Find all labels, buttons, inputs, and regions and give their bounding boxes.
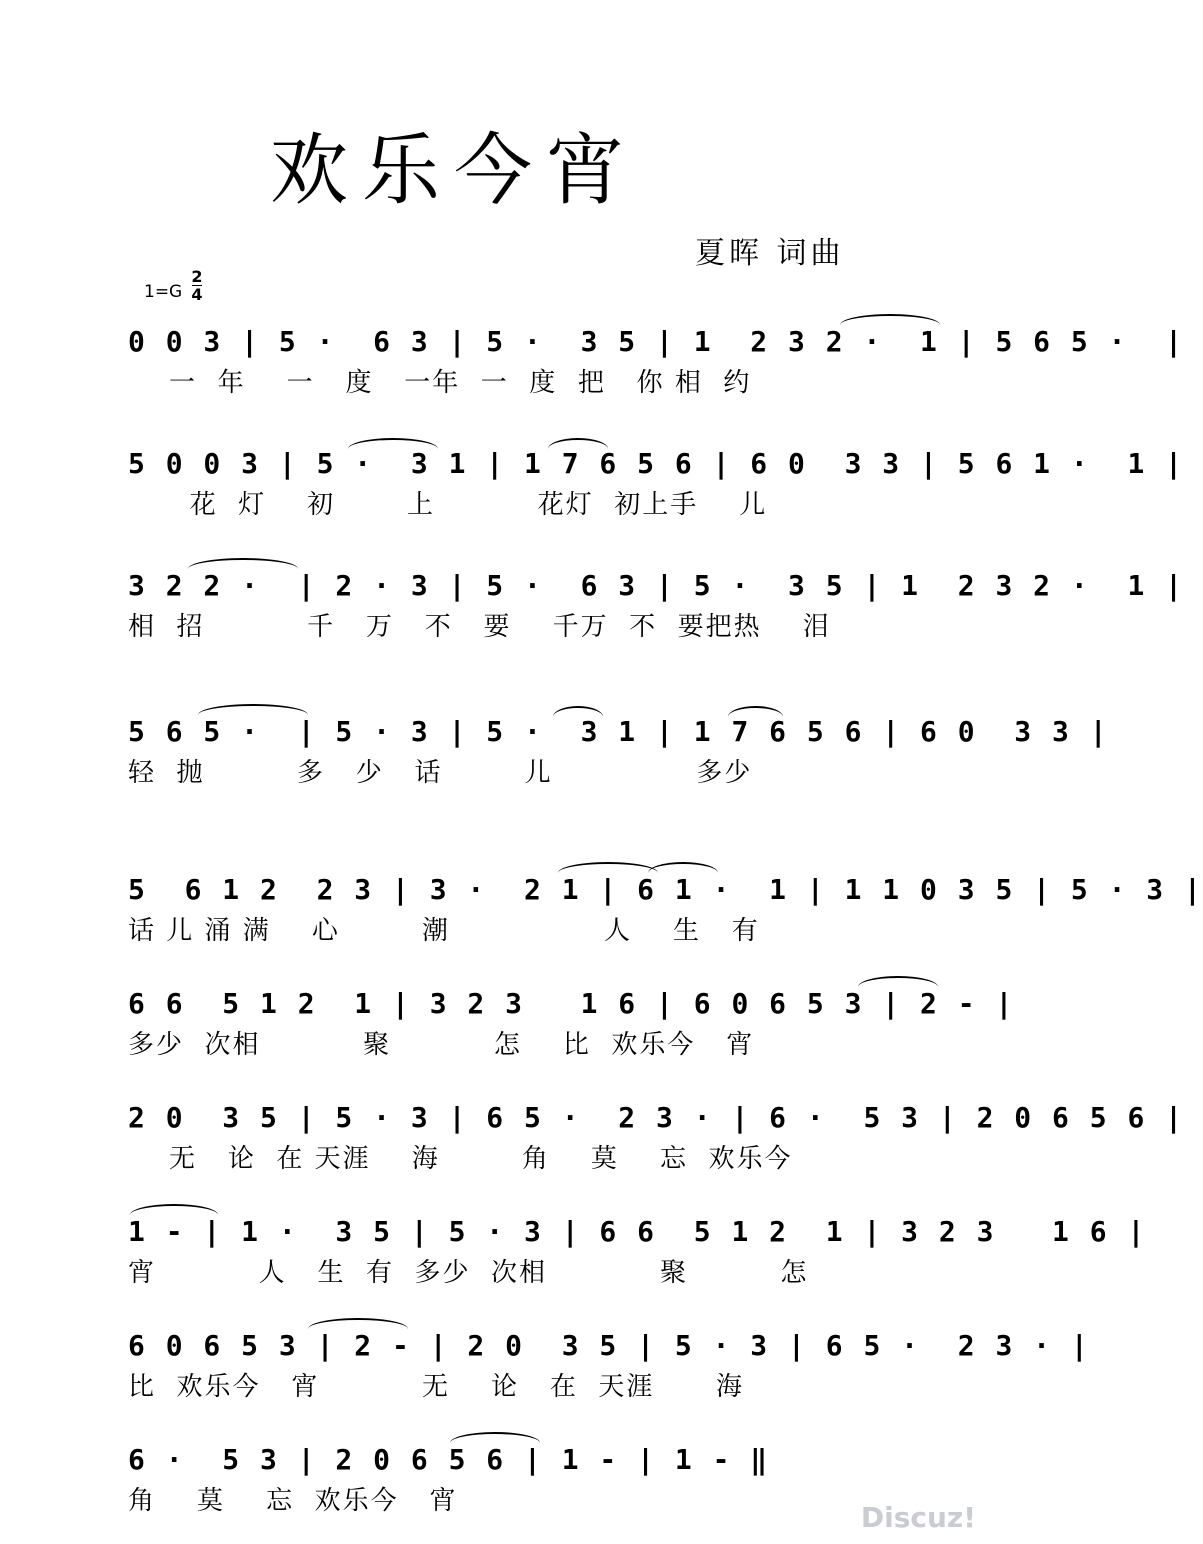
notation-line-4: 5 6 5 · | 5 · 3 | 5 · 3 1 | 1 7 6 5 6 | 6 0 3 3 |: [128, 715, 1109, 748]
composer-credit: 夏晖 词曲: [695, 236, 845, 271]
time-signature-bottom: 4: [191, 285, 203, 304]
staff-line-4: [128, 708, 1109, 790]
staff-line-6: [128, 980, 1015, 1062]
notation-line-2: 5 0 0 3 | 5 · 3 1 | 1 7 6 5 6 | 6 0 3 3 | 5 6 1 · 1 |: [128, 447, 1185, 480]
lyric-line-9: 比 欢乐今 宵 无 论 在 天涯 海: [128, 1372, 744, 1402]
key-signature: 1=G: [144, 282, 183, 302]
notation-line-6: 6 6 5 1 2 1 | 3 2 3 1 6 | 6 0 6 5 3 | 2 - |: [128, 987, 1015, 1020]
lyric-line-6: 多少 次相 聚 怎 比 欢乐今 宵: [128, 1030, 755, 1060]
watermark: Discuz!: [860, 1501, 976, 1534]
lyric-line-10: 角 莫 忘 欢乐今 宵: [128, 1486, 458, 1516]
time-signature: [191, 268, 203, 303]
notation-line-5: 5 6 1 2 2 3 | 3 · 2 1 | 6 1 · 1 | 1 1 0 3 5 | 5 · 3 |: [128, 873, 1203, 906]
notation-line-10: 6 · 5 3 | 2 0 6 5 6 | 1 - | 1 - ‖: [128, 1443, 770, 1476]
staff-line-8: [128, 1208, 1147, 1290]
notation-line-9: 6 0 6 5 3 | 2 - | 2 0 3 5 | 5 · 3 | 6 5 · 2 3 · |: [128, 1329, 1090, 1362]
notation-line-8: 1 - | 1 · 3 5 | 5 · 3 | 6 6 5 1 2 1 | 3 2 3 1 6 |: [128, 1215, 1147, 1248]
staff-line-3: [128, 562, 1185, 644]
lyric-line-3: 相 招 千 万 不 要 千万 不 要把热 泪: [128, 612, 831, 642]
lyric-line-7: 无 论 在 天涯 海 角 莫 忘 欢乐今: [128, 1144, 793, 1174]
lyric-line-2: 花 灯 初 上 花灯 初上手 儿: [128, 490, 768, 520]
notation-line-1: 0 0 3 | 5 · 6 3 | 5 · 3 5 | 1 2 3 2 · 1 | 5 6 5 · |: [128, 325, 1185, 358]
staff-line-10: [128, 1436, 943, 1518]
staff-line-1: [128, 318, 1185, 400]
notation-line-7: 2 0 3 5 | 5 · 3 | 6 5 · 2 3 · | 6 · 5 3 | 2 0 6 5 6 |: [128, 1101, 1185, 1134]
lyric-line-4: 轻 抛 多 少 话 儿 多少: [128, 758, 753, 788]
time-signature-top: 2: [191, 267, 203, 286]
staff-line-2: [128, 440, 1185, 522]
lyric-line-1: 一 年 一 度 一年 一 度 把 你 相 约: [128, 368, 752, 398]
staff-line-7: [128, 1094, 1185, 1176]
lyric-line-5: 话 儿 涌 满 心 潮 人 生 有: [128, 916, 760, 946]
staff-line-9: [128, 1322, 1090, 1404]
song-title: 欢乐今宵: [270, 126, 639, 216]
lyric-line-8: 宵 人 生 有 多少 次相 聚 怎: [128, 1258, 809, 1288]
staff-line-5: [128, 866, 1203, 948]
notation-line-3: 3 2 2 · | 2 · 3 | 5 · 6 3 | 5 · 3 5 | 1 2 3 2 · 1 |: [128, 569, 1185, 602]
